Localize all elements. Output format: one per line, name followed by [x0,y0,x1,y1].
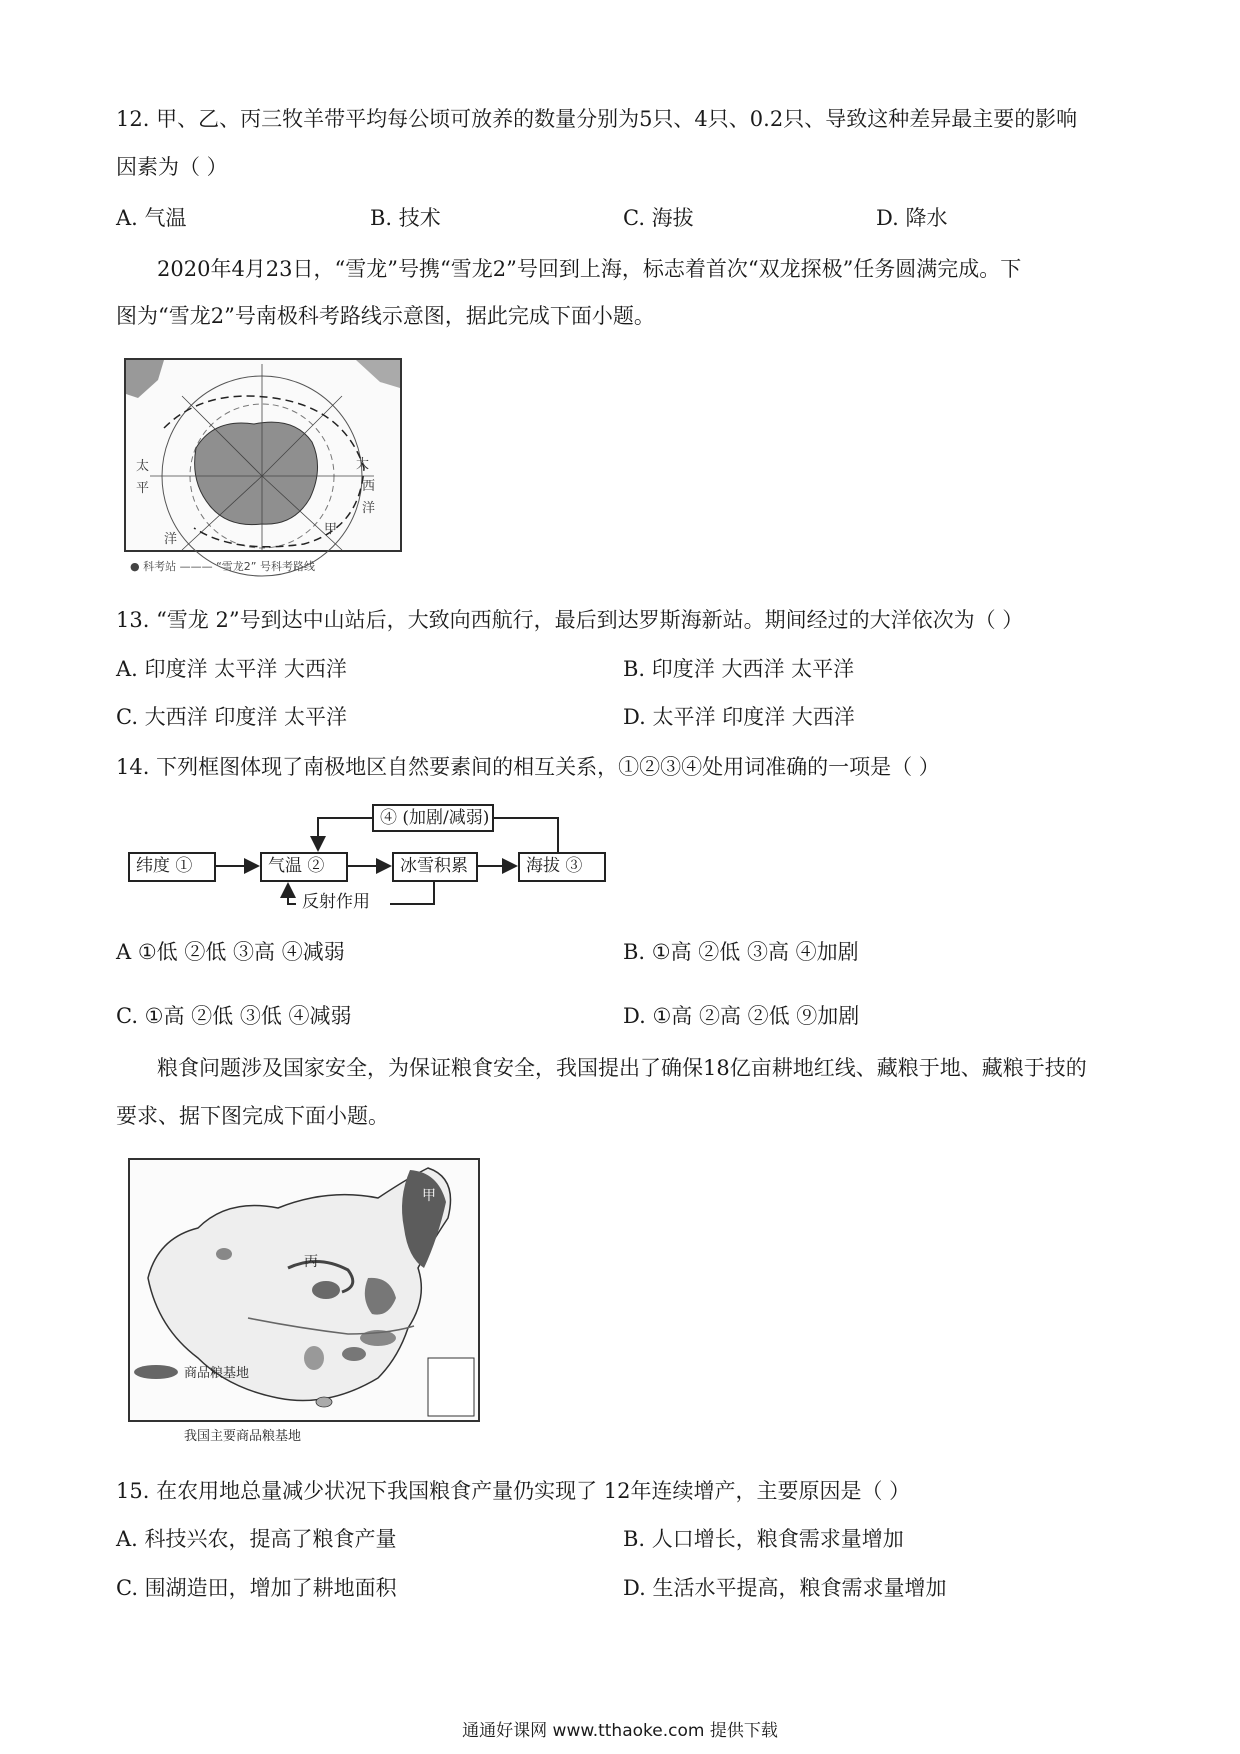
q14-option-b: B. ①高 ②低 ③高 ④加剧 [623,940,859,964]
map1-label-ocean-6: 洋 [362,501,376,516]
q15-option-d: D. 生活水平提高，粮食需求量增加 [623,1576,947,1600]
map2-legend-label: 商品粮基地 [184,1366,250,1381]
q13-option-b: B. 印度洋 大西洋 太平洋 [623,657,855,681]
q15-stem: 15. 在农用地总量减少状况下我国粮食产量仍实现了 12年连续增产，主要原因是（ ） [116,1479,911,1503]
q12-stem-line1: 12. 甲、乙、丙三牧羊带平均每公顷可放养的数量分别为5只、4只、0.2只、导致这种差异最主要的影响 [116,107,1078,131]
map2-caption: 我国主要商品粮基地 [184,1429,302,1444]
passage2-line2: 要求、据下图完成下面小题。 [116,1104,389,1128]
q14-stem: 14. 下列框图体现了南极地区自然要素间的相互关系，①②③④处用词准确的一项是（ ） [116,755,940,779]
q14-box-ice-accumulation: 冰雪积累 [392,852,478,882]
q12-option-d: D. 降水 [876,206,948,230]
china-grain-base-map [128,1158,480,1446]
map1-label-ocean-3: 洋 [164,532,178,547]
antarctic-map-graphic [124,358,402,578]
china-map-graphic [128,1158,480,1446]
q14-box-latitude: 纬度 ① [128,852,216,882]
q15-option-c: C. 围湖造田，增加了耕地面积 [116,1576,397,1600]
q14-option-d: D. ①高 ②高 ②低 ⑨加剧 [623,1004,860,1028]
map2-label-bing: 丙 [304,1254,318,1270]
q12-option-a: A. 气温 [116,206,187,230]
q12-stem-line2: 因素为（ ） [116,155,228,179]
q14-flow-diagram [128,800,608,920]
q14-option-a: A ①低 ②低 ③高 ④减弱 [116,940,345,964]
map1-label-jia: 甲 [324,522,338,537]
q12-option-b: B. 技术 [370,206,441,230]
passage2-line1: 粮食问题涉及国家安全，为保证粮食安全，我国提出了确保18亿亩耕地红线、藏粮于地、藏粮于技的 [157,1056,1087,1080]
map1-label-ocean-1: 太 [136,459,150,474]
q15-option-b: B. 人口增长，粮食需求量增加 [623,1527,904,1551]
q14-label-reflection: 反射作用 [296,890,390,918]
q13-option-d: D. 太平洋 印度洋 大西洋 [623,705,855,729]
q14-option-c: C. ①高 ②低 ③低 ④减弱 [116,1004,352,1028]
q15-option-a: A. 科技兴农，提高了粮食产量 [116,1527,397,1551]
map1-label-ocean-2: 平 [136,481,150,496]
q13-option-c: C. 大西洋 印度洋 太平洋 [116,705,348,729]
page-footer: 通通好课网 www.tthaoke.com 提供下载 [462,1721,778,1741]
map1-label-ocean-4: 大 [356,457,370,472]
q13-stem: 13. “雪龙 2”号到达中山站后，大致向西航行，最后到达罗斯海新站。期间经过的大洋依次为（ ） [116,608,1024,632]
map2-label-jia: 甲 [422,1188,436,1204]
passage1-line1: 2020年4月23日，“雪龙”号携“雪龙2”号回到上海，标志着首次“双龙探极”任务圆满完成。下 [157,257,1022,281]
q14-box-altitude: 海拔 ③ [518,852,606,882]
antarctic-route-map [124,358,402,578]
q14-box-temperature: 气温 ② [260,852,348,882]
map1-label-ocean-5: 西 [362,479,376,494]
map1-legend: ● 科考站 ——— “雪龙2” 号科考路线 [130,560,315,573]
q12-option-c: C. 海拔 [623,206,694,230]
q13-option-a: A. 印度洋 太平洋 大西洋 [116,657,347,681]
q14-box-top: ④ (加剧/减弱) [372,804,494,832]
passage1-line2: 图为“雪龙2”号南极科考路线示意图，据此完成下面小题。 [116,304,655,328]
